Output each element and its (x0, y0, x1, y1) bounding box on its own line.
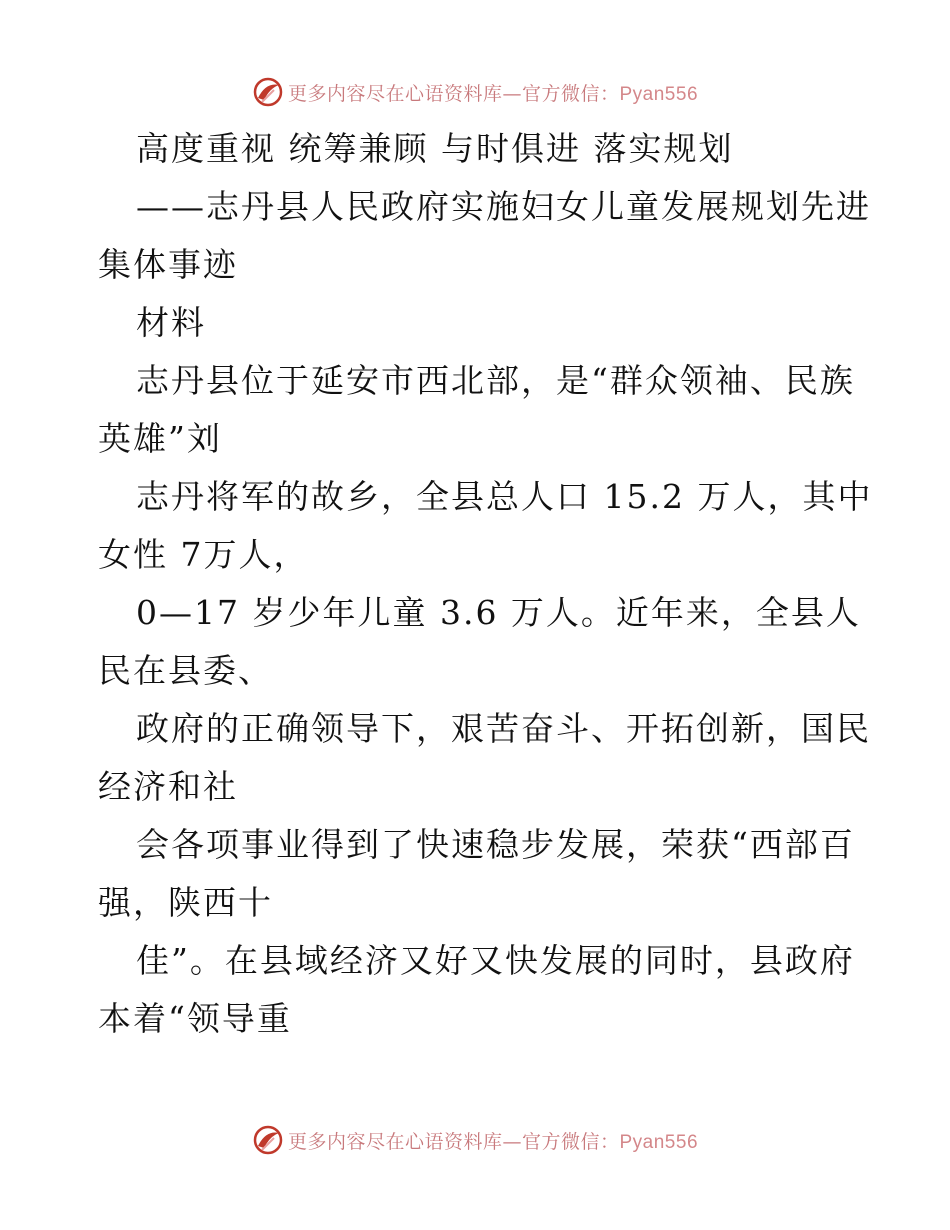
doc-line: 志丹县位于延安市西北部，是“群众领袖、民族 (136, 361, 855, 400)
doc-line: 强，陕西十 (98, 883, 273, 922)
doc-line: 志丹将军的故乡，全县总人口 15.2 万人，其中 (136, 477, 873, 516)
footer-watermark (0, 1120, 950, 1160)
watermark-text: 更多内容尽在心语资料库—官方微信：Pyan556 (287, 1130, 699, 1153)
doc-line: 会各项事业得到了快速稳步发展，荣获“西部百 (136, 825, 855, 864)
header-watermark (0, 72, 950, 112)
doc-line: 集体事迹 (98, 245, 238, 284)
doc-line: 佳”。在县域经济又好又快发展的同时，县政府 (136, 941, 855, 980)
document-body (98, 120, 873, 1048)
doc-line: ——志丹县人民政府实施妇女儿童发展规划先进 (136, 187, 871, 226)
doc-line: 经济和社 (98, 767, 238, 806)
doc-line: 女性 7万人， (98, 535, 309, 574)
doc-line: 高度重视 统筹兼顾 与时俱进 落实规划 (136, 129, 734, 168)
doc-line: 本着“领导重 (98, 999, 292, 1038)
doc-line: 政府的正确领导下，艰苦奋斗、开拓创新，国民 (136, 709, 871, 748)
brand-logo-icon (252, 1124, 284, 1156)
doc-line: 0—17 岁少年儿童 3.6 万人。近年来，全县人 (136, 593, 861, 632)
doc-line: 英雄”刘 (98, 419, 222, 458)
doc-line: 材料 (136, 303, 206, 342)
doc-line: 民在县委、 (98, 651, 273, 690)
watermark-text: 更多内容尽在心语资料库—官方微信：Pyan556 (287, 82, 699, 105)
brand-logo-icon (252, 76, 284, 108)
